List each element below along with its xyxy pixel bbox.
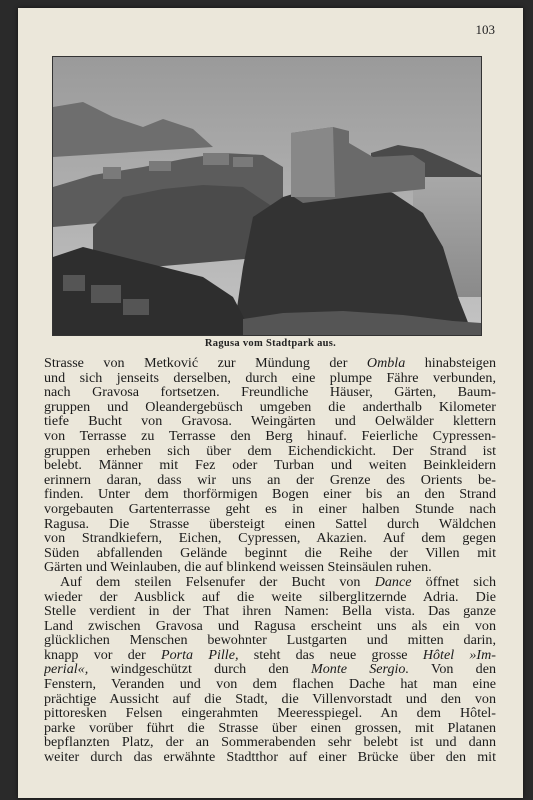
page-number: 103: [475, 22, 495, 37]
text-line: knapp vor der Porta Pille, steht das neue grosse Hôtel »Im-: [44, 647, 496, 663]
text-line: Gärten und Weinlauben, die auf blinkend weissen Steinsäulen ruhen.: [44, 560, 432, 575]
text-line: prächtige Aussicht auf die Stadt, die Villenvorstadt und den von: [44, 691, 496, 707]
text-line: erinnern daran, dass wir uns an der Grenze des Orients be-: [44, 472, 496, 488]
text-line: Auf dem steilen Felsenufer der Bucht von Dance öffnet sich: [60, 574, 496, 590]
text-line: Süden abfallenden Gelände beginnt die Reihe der Villen mit: [44, 545, 496, 561]
text-line: und sich jenseits derselben, durch eine plumpe Fähre verbunden,: [44, 370, 496, 386]
text-line: wieder der Ausblick auf die weite silberglitzernde Adria. Die: [44, 589, 496, 605]
text-line: belebt. Männer mit Fez oder Turban und weiten Beinkleidern: [44, 458, 496, 473]
figure-caption: Ragusa vom Stadtpark aus.: [204, 338, 337, 349]
text-line: Land zwischen Gravosa und Ragusa erscheint uns als ein von: [44, 618, 496, 634]
body-text: [44, 356, 496, 765]
text-line: parke vorüber führt die Strasse über einen grossen, mit Platanen: [44, 720, 496, 736]
text-line: Strasse von Metković zur Mündung der Ombla hinabsteigen: [44, 356, 496, 371]
photograph-ragusa: [52, 56, 482, 336]
text-line: Ragusa. Die Strasse übersteigt einen Sattel durch Wäldchen: [44, 516, 496, 532]
text-line: von Terrasse zu Terrasse den Berg hinauf. Feierliche Cypressen-: [44, 428, 496, 444]
photo-illustration: [53, 57, 481, 335]
text-line: weiter durch das erwähnte Stadtthor auf einer Brücke über den mit: [44, 750, 496, 765]
text-line: vorgebauten Gartenterrasse geht es in einer halben Stunde nach: [44, 501, 496, 517]
text-line: gruppen erheben sich über dem Eichendickicht. Der Strand ist: [44, 443, 496, 459]
text-line: finden. Unter dem thorförmigen Bogen einer bis an den Strand: [44, 487, 496, 502]
text-line: nach Gravosa fortsetzen. Freundliche Häuser, Gärten, Baum-: [44, 385, 496, 400]
book-page: [18, 8, 523, 798]
text-line: perial«, windgeschützt durch den Monte Sergio. Von den: [44, 662, 496, 678]
text-line: glücklichen Menschen bewohnter Lustgarten und mitten darin,: [44, 633, 496, 648]
text-line: tiefe Bucht von Gravosa. Weingärten und Oelwälder klettern: [44, 414, 496, 429]
text-line: Stelle verdient in der That ihren Namen: Bella vista. Das ganze: [44, 604, 496, 619]
text-line: bepflanzten Platz, der an Sommerabenden sehr belebt ist und dann: [44, 735, 496, 751]
text-line: von Strandkiefern, Eichen, Cypressen, Akazien. Auf dem gegen: [44, 531, 496, 546]
text-line: pittoresken Felsen eingerahmten Meeresspiegel. An dem Hôtel-: [44, 706, 496, 721]
text-line: gruppen und Oleandergebüsch umgeben die anderthalb Kilometer: [44, 399, 496, 415]
text-line: Fenstern, Veranden und von dem flachen Dache hat man eine: [44, 677, 496, 692]
